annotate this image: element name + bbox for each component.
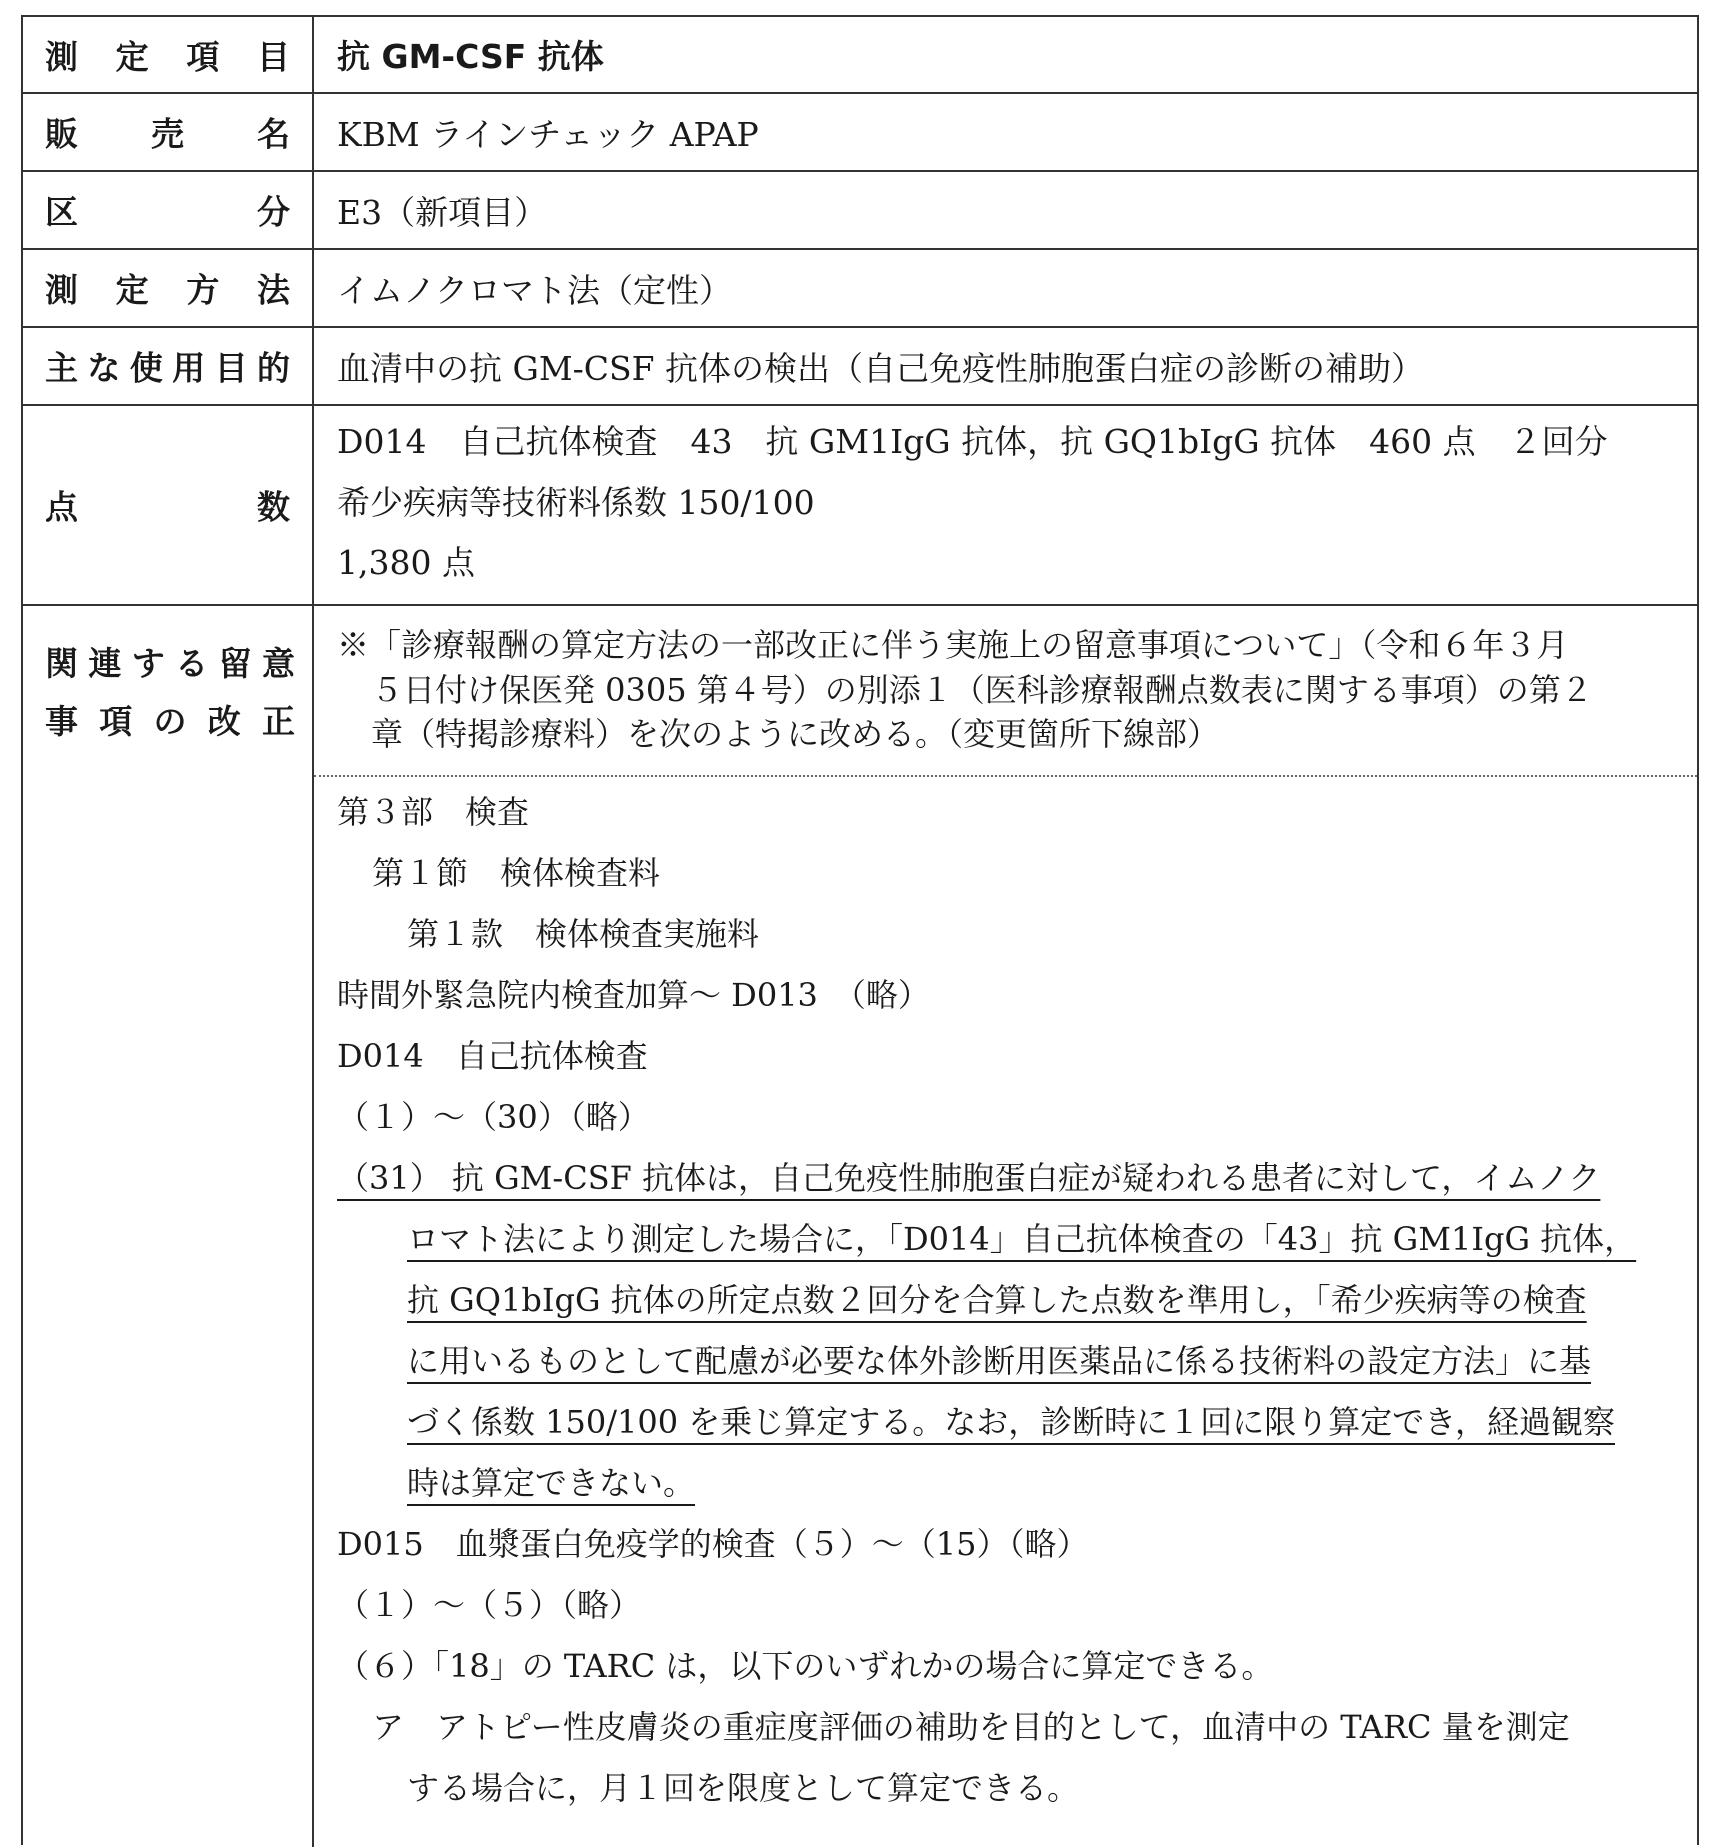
underlined-revision-line: ロマト法により測定した場合に，「D014」自己抗体検査の「43」抗 GM1IgG 抗体， [407, 1220, 1637, 1258]
section-heading: 第３部 検査 [337, 793, 530, 831]
underlined-revision-line: に用いるものとして配慮が必要な体外診断用医薬品に係る技術料の設定方法」に基 [407, 1342, 1592, 1380]
note-line: ※「診療報酬の算定方法の一部改正に伴う実施上の留意事項について」（令和６年３月 [337, 626, 1569, 664]
subsection-heading: 第１節 検体検査料 [372, 854, 661, 892]
body-line: （１）～（５）（略） [337, 1586, 642, 1624]
row-points [23, 406, 1697, 606]
label-category: 区 分 [45, 192, 290, 232]
body-line: （１）～（30）（略） [337, 1098, 650, 1136]
label-method: 測 定 方 法 [45, 270, 290, 310]
row-purpose [23, 328, 1697, 406]
label-cell [23, 17, 314, 92]
body-line: ア アトピー性皮膚炎の重症度評価の補助を目的として，血清中の TARC 量を測定 [372, 1708, 1570, 1746]
value-product-name: KBM ラインチェック APAP [337, 114, 759, 154]
underlined-revision-line: 抗 GQ1bIgG 抗体の所定点数２回分を合算した点数を準用し，「希少疾病等の検査 [407, 1281, 1587, 1319]
label-cell [23, 172, 314, 248]
row-method [23, 250, 1697, 328]
note-line: ５日付け保医発 0305 第４号）の別添１（医科診療報酬点数表に関する事項）の第２ [371, 671, 1593, 709]
underlined-revision-line: づく係数 150/100 を乗じ算定する。なお，診断時に１回に限り算定でき，経過観察 [407, 1403, 1616, 1441]
row-product-name [23, 94, 1697, 172]
label-revision-line1: 関 連 す る 留 意 [45, 644, 295, 683]
label-product-name: 販 売 名 [45, 114, 290, 154]
value-method: イムノクロマト法（定性） [337, 270, 733, 310]
label-cell [23, 328, 314, 404]
label-points: 点 数 [45, 487, 290, 527]
label-revision-cell [23, 606, 314, 1847]
label-purpose: 主 な 使 用 目 的 [45, 348, 290, 388]
value-category: E3（新項目） [337, 192, 548, 232]
body-line: （６）「18」の TARC は，以下のいずれかの場合に算定できる。 [337, 1647, 1274, 1685]
label-cell [23, 94, 314, 170]
value-measurement-item: 抗 GM-CSF 抗体 [337, 37, 604, 76]
row-measurement-item [23, 17, 1697, 94]
label-cell [23, 250, 314, 326]
underlined-revision-line: （31） 抗 GM-CSF 抗体は，自己免疫性肺胞蛋白症が疑われる患者に対して，イムノク [337, 1159, 1601, 1197]
body-line: 時間外緊急院内検査加算～ D013 （略） [337, 976, 930, 1014]
dotted-divider [314, 775, 1697, 777]
subsubsection-heading: 第１款 検体検査実施料 [407, 915, 760, 953]
body-line: D014 自己抗体検査 [337, 1037, 648, 1075]
value-purpose: 血清中の抗 GM-CSF 抗体の検出（自己免疫性肺胞蛋白症の診断の補助） [337, 348, 1425, 388]
points-line: D014 自己抗体検査 43 抗 GM1IgG 抗体，抗 GQ1bIgG 抗体 460 点 ２回分 [337, 422, 1608, 461]
body-line: する場合に，月１回を限度として算定できる。 [407, 1769, 1080, 1807]
points-line: 希少疾病等技術料係数 150/100 [337, 483, 815, 522]
info-table [21, 15, 1699, 1845]
label-measurement-item: 測 定 項 目 [45, 37, 290, 76]
label-cell [23, 406, 314, 604]
label-revision-line2: 事 項 の 改 正 [45, 702, 295, 741]
underlined-revision-line: 時は算定できない。 [407, 1464, 696, 1502]
row-category [23, 172, 1697, 250]
points-line: 1,380 点 [337, 543, 475, 582]
note-line: 章（特掲診療料）を次のように改める。（変更箇所下線部） [371, 715, 1220, 753]
body-line: D015 血漿蛋白免疫学的検査（５）～（15）（略） [337, 1525, 1089, 1563]
